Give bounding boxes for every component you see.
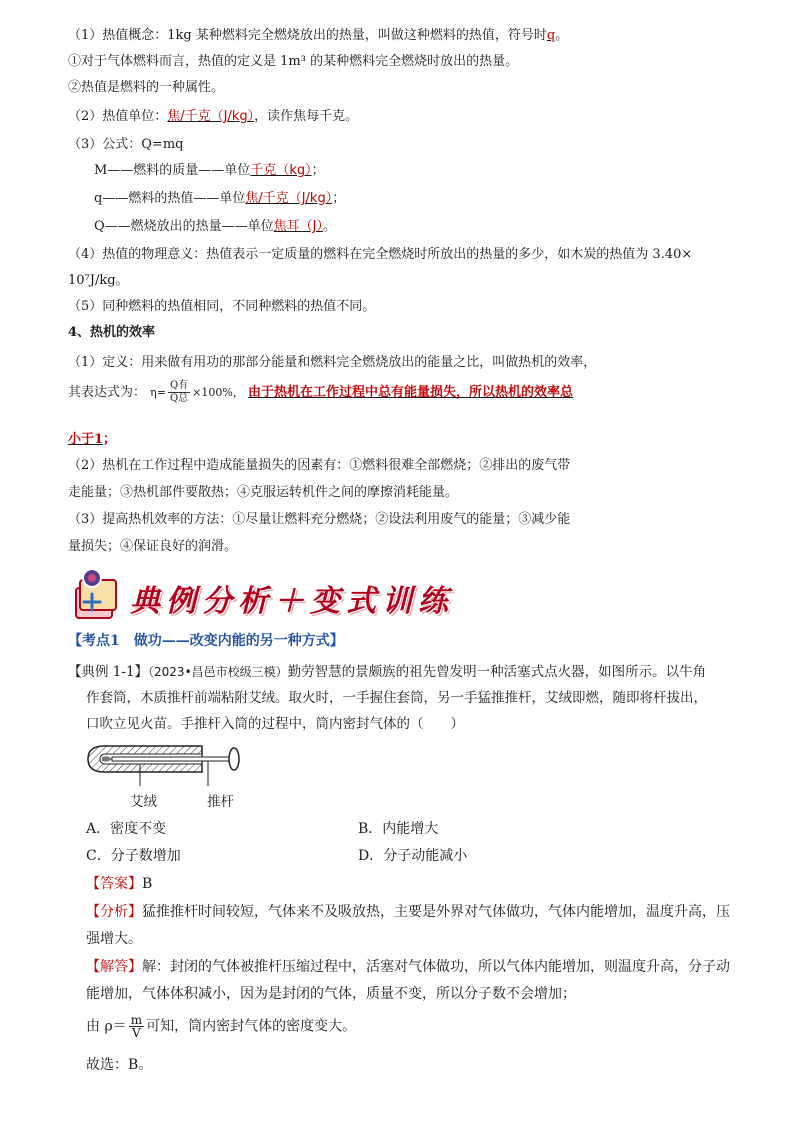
solution-line xyxy=(86,956,730,978)
punctuation: 。 xyxy=(555,28,569,43)
label: （2）热值单位： xyxy=(68,109,168,124)
text-line: （2）热机在工作过程中造成能量损失的因素有：①燃料很难全部燃烧；②排出的废气带 xyxy=(68,458,571,473)
percent: ×100%， xyxy=(192,386,244,399)
label: ； xyxy=(332,191,346,206)
label: M——燃料的质量——单位 xyxy=(94,163,251,178)
highlight-text: 由于热机在工作过程中总有能量损失，所以热机的效率总 xyxy=(247,385,573,400)
answer-value: B xyxy=(142,876,153,892)
choice-line: 故选：B。 xyxy=(86,1057,153,1073)
numerator: Q有 xyxy=(169,380,189,391)
text-line xyxy=(68,662,706,682)
analysis-text: 猛推推杆时间较短，气体来不及吸放热，主要是外界对气体做功，气体内能增加，温度升高，压 xyxy=(142,904,730,920)
heat-value-definition: （1）热值概念：1kg 某种燃料完全燃烧放出的热量，叫做这种燃料的热值，符号时 xyxy=(68,28,547,43)
solution-text: 解：封闭的气体被推杆压缩过程中，活塞对气体做功，所以气体内能增加，则温度升高，分子动 xyxy=(142,959,730,975)
unit-j: 焦耳（J） xyxy=(273,219,324,234)
density-fraction xyxy=(129,1014,144,1039)
text-line: （3）公式：Q=mq xyxy=(68,137,184,152)
punctuation: ； xyxy=(103,432,117,447)
text-line: ①对于气体燃料而言，热值的定义是 1m³ 的某种燃料完全燃烧时放出的热量。 xyxy=(68,54,519,69)
banner-icon xyxy=(70,566,130,624)
label: Q——燃烧放出的热量——单位 xyxy=(94,219,274,234)
text-line: 口吹立见火苗。手推杆入筒的过程中，筒内密封气体的（ ） xyxy=(86,716,464,732)
option-d: D．分子动能减小 xyxy=(358,848,468,864)
topic-heading: 【考点1 做功——改变内能的另一种方式】 xyxy=(68,633,344,649)
denominator: Q总 xyxy=(169,393,189,404)
text-line xyxy=(94,161,325,181)
fire-piston-figure xyxy=(82,742,262,812)
denominator: V xyxy=(132,1026,141,1040)
label: ； xyxy=(311,163,325,178)
density-formula-line xyxy=(86,1014,356,1039)
analysis-tag: 【分析】 xyxy=(86,904,142,920)
section-heading: 4、热机的效率 xyxy=(68,325,156,340)
text-line: ②热值是燃料的一种属性。 xyxy=(68,80,225,95)
solution-text: 可知，筒内密封气体的密度变大。 xyxy=(146,1018,357,1035)
rho-label: 由 ρ＝ xyxy=(86,1018,127,1035)
unit-jkg: 焦/千克（J/kg） xyxy=(245,191,333,206)
text-line: （4）热值的物理意义：热值表示一定质量的燃料在完全燃烧时所放出的热量的多少，如木炭的热值为 3.40× xyxy=(68,247,693,262)
label: 。 xyxy=(323,219,337,234)
question-text: 勤劳智慧的景颇族的祖先曾发明一种活塞式点火器，如图所示。以牛角 xyxy=(287,664,707,680)
text-line xyxy=(68,430,116,450)
text-line: 走能量；③热机部件要散热；④克服运转机件之间的摩擦消耗能量。 xyxy=(68,485,459,500)
text-line xyxy=(94,217,336,237)
text-line xyxy=(94,189,345,209)
text-line: （1）定义：用来做有用功的那部分能量和燃料完全燃烧放出的能量之比，叫做热机的效率， xyxy=(68,355,597,370)
symbol-q: q xyxy=(546,28,556,43)
label: ，读作焦每千克。 xyxy=(254,109,359,124)
highlight-text: 小于1 xyxy=(68,432,104,447)
text-line: 10⁷J/kg。 xyxy=(68,273,129,288)
text-line xyxy=(68,107,358,127)
figure-label-rod: 推杆 xyxy=(207,794,234,810)
banner-title: 典例分析＋变式训练 xyxy=(130,584,454,619)
answer-tag: 【答案】 xyxy=(86,876,142,892)
analysis-line: 强增大。 xyxy=(86,931,142,947)
numerator: m xyxy=(130,1013,143,1027)
efficiency-fraction xyxy=(168,380,190,405)
option-b: B．内能增大 xyxy=(358,821,439,837)
formula-line xyxy=(68,380,573,405)
text-line xyxy=(68,26,568,46)
example-tag: 【典例 1-1】 xyxy=(68,664,149,680)
label: q——燃料的热值——单位 xyxy=(94,191,246,206)
example-source: （2023•昌邑市校级三模） xyxy=(148,665,288,679)
option-a: A．密度不变 xyxy=(86,821,167,837)
unit-kg: 千克（kg） xyxy=(250,163,312,178)
figure-label-tinder: 艾绒 xyxy=(130,794,157,810)
text-line: 量损失；④保证良好的润滑。 xyxy=(68,539,238,554)
option-c: C．分子数增加 xyxy=(86,848,181,864)
unit-jkg: 焦/千克（J/kg） xyxy=(167,109,255,124)
eta-symbol: η= xyxy=(150,386,166,399)
solution-tag: 【解答】 xyxy=(86,959,142,975)
answer-line xyxy=(86,873,152,895)
text-line: （5）同种燃料的热值相同，不同种燃料的热值不同。 xyxy=(68,299,376,314)
solution-line: 能增加，气体体积减小，因为是封闭的气体，质量不变，所以分子数不会增加； xyxy=(86,986,576,1002)
text-line: （3）提高热机效率的方法：①尽量让燃料充分燃烧；②设法利用废气的能量；③减少能 xyxy=(68,512,571,527)
label: 其表达式为： xyxy=(68,385,147,400)
analysis-line xyxy=(86,901,730,923)
text-line: 作套筒，木质推杆前端粘附艾绒。取火时，一手握住套筒，另一手猛推推杆，艾绒即燃，随即将杆拔出， xyxy=(86,690,707,706)
